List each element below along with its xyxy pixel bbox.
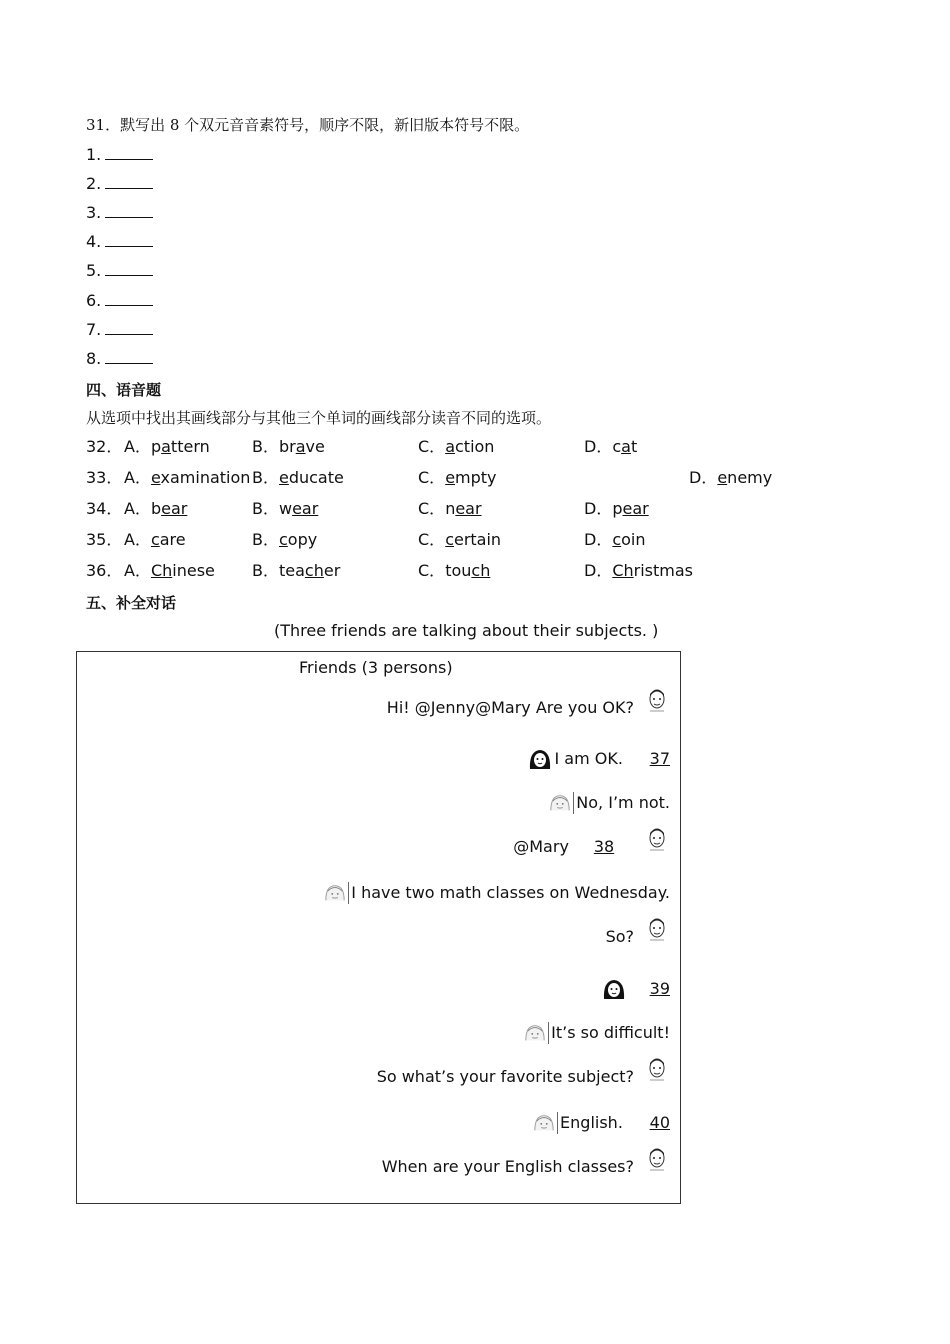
answer-blank-39[interactable]: 39 <box>649 979 670 998</box>
word-part: nemy <box>727 468 773 487</box>
answer-blank[interactable] <box>105 174 153 189</box>
underlined-letters: c <box>612 530 622 549</box>
answer-blank-37[interactable]: 37 <box>649 749 670 768</box>
option-letter: C． <box>418 561 446 580</box>
word-part: b <box>150 499 162 518</box>
option-letter: A． <box>124 561 151 580</box>
question-number: 32． <box>86 437 123 456</box>
option-c[interactable] <box>418 499 482 519</box>
word-part: n <box>445 499 456 518</box>
word-part: ve <box>305 437 325 456</box>
option-letter: D． <box>584 561 613 580</box>
option-letter: B． <box>252 499 279 518</box>
option-d[interactable] <box>584 499 649 519</box>
message-text: So what’s your favorite subject? <box>376 1067 634 1086</box>
word-part: oin <box>621 530 646 549</box>
underlined-letters: e <box>717 468 728 487</box>
answer-line-2: 2. <box>86 174 153 194</box>
message-text: I have two math classes on Wednesday. <box>351 883 670 902</box>
chat-message-me <box>377 1067 634 1087</box>
underlined-letters: e <box>445 468 456 487</box>
answer-line-5: 5. <box>86 261 153 281</box>
word-part: br <box>278 437 296 456</box>
message-text: @Mary <box>513 837 574 856</box>
option-letter: C． <box>418 437 446 456</box>
option-letter: A． <box>124 468 151 487</box>
word-part: tea <box>278 561 305 580</box>
word-part: p <box>612 499 623 518</box>
word-part: ttern <box>170 437 210 456</box>
option-a[interactable] <box>124 499 187 519</box>
message-text: Hi! @Jenny@Mary Are you OK? <box>386 698 634 717</box>
underlined-letters: ear <box>622 499 649 518</box>
word-part: p <box>150 437 162 456</box>
answer-blank-40[interactable]: 40 <box>649 1113 670 1132</box>
answer-blank[interactable] <box>105 145 153 160</box>
answer-line-4: 4. <box>86 232 153 252</box>
underlined-letters: Ch <box>612 561 634 580</box>
me-avatar-icon <box>646 1145 668 1173</box>
underlined-letters: e <box>150 468 161 487</box>
answer-line-3: 3. <box>86 203 153 223</box>
option-letter: B． <box>252 561 279 580</box>
word-part: tou <box>445 561 472 580</box>
chat-message-me <box>387 698 634 718</box>
me-avatar-icon <box>646 915 668 943</box>
me-avatar-icon <box>646 686 668 714</box>
word-part: w <box>278 499 293 518</box>
mary-avatar-icon <box>548 792 574 814</box>
underlined-letters: a <box>445 437 455 456</box>
underlined-letters: ear <box>292 499 319 518</box>
underlined-letters: a <box>161 437 171 456</box>
chat-message-jenny <box>528 747 670 771</box>
word-part: are <box>159 530 186 549</box>
underlined-letters: ear <box>455 499 482 518</box>
question-number: 33． <box>86 468 123 487</box>
word-part: ducate <box>288 468 344 487</box>
answer-blank[interactable] <box>105 291 153 306</box>
answer-blank[interactable] <box>105 203 153 218</box>
jenny-avatar-icon <box>528 747 552 771</box>
option-letter: C． <box>418 468 446 487</box>
word-part: inese <box>172 561 215 580</box>
section-4-heading: 四、语音题 <box>86 381 162 399</box>
me-avatar-icon <box>646 825 668 853</box>
option-letter: D． <box>584 499 613 518</box>
answer-line-6: 6. <box>86 291 153 311</box>
answer-line-8: 8. <box>86 349 153 369</box>
option-d[interactable] <box>584 437 637 457</box>
underlined-letters: Ch <box>150 561 173 580</box>
answer-blank[interactable] <box>105 349 153 364</box>
underlined-letters: a <box>295 437 306 456</box>
chat-message-jenny <box>602 977 670 1001</box>
mary-avatar-icon <box>532 1112 558 1134</box>
underlined-letters: a <box>621 437 631 456</box>
word-part: er <box>323 561 341 580</box>
underlined-letters: ch <box>304 561 324 580</box>
option-b[interactable] <box>252 530 317 550</box>
word-part: mpty <box>455 468 497 487</box>
question-31-title: 31．默写出 8 个双元音音素符号，顺序不限，新旧版本符号不限。 <box>86 116 530 134</box>
option-d[interactable] <box>584 561 693 581</box>
option-letter: A． <box>124 437 151 456</box>
chat-title: Friends (3 persons) <box>299 658 453 677</box>
option-a[interactable] <box>124 530 186 550</box>
word-part: xamination <box>160 468 251 487</box>
answer-blank[interactable] <box>105 232 153 247</box>
word-part: t <box>630 437 638 456</box>
chat-message-mary <box>523 1022 670 1044</box>
word-part: opy <box>287 530 318 549</box>
option-b[interactable] <box>252 561 340 581</box>
word-part: c <box>612 437 622 456</box>
chat-message-mary <box>548 792 670 814</box>
word-part: ristmas <box>633 561 693 580</box>
mary-avatar-icon <box>323 882 349 904</box>
dialogue-intro: (Three friends are talking about their subjects. ) <box>274 621 659 640</box>
option-c[interactable] <box>418 561 490 581</box>
section-5-heading: 五、补全对话 <box>86 594 177 612</box>
option-c[interactable] <box>418 437 494 457</box>
option-letter: C． <box>418 499 446 518</box>
jenny-avatar-icon <box>602 977 626 1001</box>
question-number: 34． <box>86 499 123 518</box>
option-letter: C． <box>418 530 446 549</box>
underlined-letters: c <box>150 530 160 549</box>
mary-avatar-icon <box>523 1022 549 1044</box>
chat-message-mary <box>532 1112 670 1134</box>
chat-message-mary <box>323 882 670 904</box>
option-a[interactable] <box>124 437 210 457</box>
answer-blank[interactable] <box>105 320 153 335</box>
option-d[interactable] <box>584 530 646 550</box>
answer-line-7: 7. <box>86 320 153 340</box>
option-letter: B． <box>252 530 279 549</box>
answer-blank[interactable] <box>105 261 153 276</box>
section-4-instruction: 从选项中找出其画线部分与其他三个单词的画线部分读音不同的选项。 <box>86 409 552 427</box>
option-a[interactable] <box>124 561 215 581</box>
option-letter: A． <box>124 530 151 549</box>
question-number: 36． <box>86 561 123 580</box>
message-text: So? <box>605 927 634 946</box>
chat-window <box>76 651 681 1204</box>
option-c[interactable] <box>418 468 497 488</box>
underlined-letters: ear <box>161 499 188 518</box>
chat-message-me <box>382 1157 634 1177</box>
answer-line-1: 1. <box>86 145 153 165</box>
underlined-letters: e <box>278 468 289 487</box>
underlined-letters: ch <box>471 561 491 580</box>
option-b[interactable] <box>252 437 325 457</box>
chat-message-me <box>606 927 634 947</box>
option-a[interactable] <box>124 468 250 488</box>
option-letter: D． <box>584 437 613 456</box>
underlined-letters: c <box>445 530 454 549</box>
option-b[interactable] <box>252 499 318 519</box>
message-text: When are your English classes? <box>381 1157 634 1176</box>
option-b[interactable] <box>252 468 344 488</box>
word-part: ction <box>455 437 495 456</box>
me-avatar-icon <box>646 1055 668 1083</box>
message-text: No, I’m not. <box>576 793 670 812</box>
underlined-letters: c <box>278 530 288 549</box>
option-d[interactable] <box>689 468 772 488</box>
message-text: I am OK. <box>554 749 628 768</box>
word-part: ertain <box>453 530 502 549</box>
answer-blank-38[interactable]: 38 <box>593 837 615 856</box>
question-number: 35． <box>86 530 123 549</box>
option-letter: B． <box>252 437 279 456</box>
option-letter: D． <box>689 468 718 487</box>
option-letter: B． <box>252 468 279 487</box>
option-letter: D． <box>584 530 613 549</box>
message-text: It’s so difficult! <box>551 1023 670 1042</box>
option-c[interactable] <box>418 530 501 550</box>
message-text: English. <box>560 1113 628 1132</box>
option-letter: A． <box>124 499 151 518</box>
chat-message-me <box>513 837 634 857</box>
